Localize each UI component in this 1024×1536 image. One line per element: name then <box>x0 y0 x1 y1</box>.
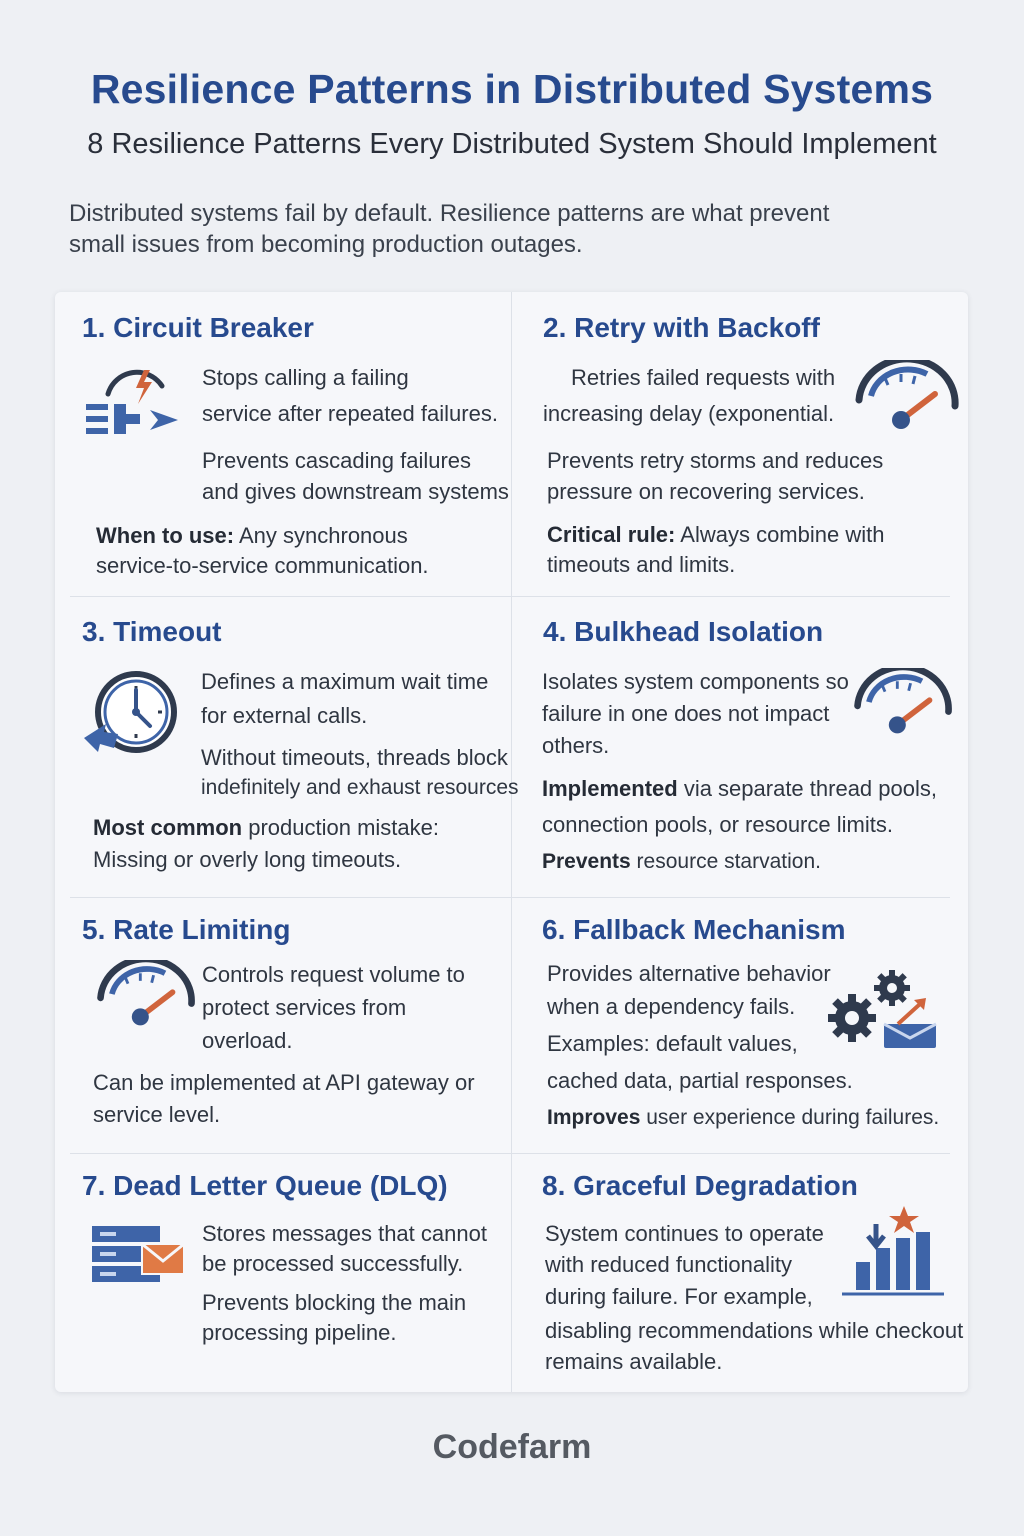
card-description: failure in one does not impact <box>542 701 830 726</box>
bar-chart-star-icon <box>838 1204 948 1298</box>
row-divider <box>70 596 950 597</box>
prevents-label: Prevents <box>542 850 631 873</box>
impl-text: via separate thread pools, <box>677 776 937 801</box>
card-description: System continues to operate <box>545 1221 824 1246</box>
card-title: 8. Graceful Degradation <box>542 1170 858 1201</box>
card-description: when a dependency fails. <box>547 994 796 1019</box>
card-description: during failure. For example, <box>545 1284 813 1309</box>
card-description: for external calls. <box>201 703 368 728</box>
card-title: 6. Fallback Mechanism <box>542 914 846 945</box>
circuit-breaker-icon <box>82 364 184 444</box>
row-divider <box>70 1153 950 1154</box>
card-rule: timeouts and limits. <box>547 552 736 577</box>
footer-brand: Codefarm <box>432 1428 592 1466</box>
card-note: Can be implemented at API gateway or <box>93 1070 475 1095</box>
card-rule <box>547 519 884 550</box>
card-description: with reduced functionality <box>545 1252 793 1277</box>
card-title: 1. Circuit Breaker <box>82 312 314 343</box>
rule-label: When to use: <box>96 523 235 548</box>
rule-label: Improves <box>547 1106 641 1129</box>
card-title: 4. Bulkhead Isolation <box>543 616 824 647</box>
card-impl: connection pools, or resource limits. <box>542 812 893 837</box>
card-description: Retries failed requests with <box>571 365 836 390</box>
impl-label: Implemented <box>542 776 678 801</box>
intro-line: Distributed systems fail by default. Resilience patterns are what prevent <box>69 200 830 227</box>
card-prevents <box>542 846 821 877</box>
card-description: overload. <box>202 1028 293 1053</box>
card-note: Prevents blocking the main <box>202 1290 467 1315</box>
card-description: Stores messages that cannot <box>202 1221 487 1246</box>
queue-mail-icon <box>92 1224 188 1288</box>
card-title: 2. Retry with Backoff <box>543 312 820 343</box>
card-title: 7. Dead Letter Queue (DLQ) <box>82 1170 448 1201</box>
card-note: Without timeouts, threads block <box>201 745 508 770</box>
rule-text: production mistake: <box>242 815 439 840</box>
card-rule: Missing or overly long timeouts. <box>93 847 402 872</box>
card-rule <box>93 812 439 843</box>
rule-label: Critical rule: <box>547 522 676 547</box>
card-impl <box>542 773 937 804</box>
gauge-icon <box>94 960 198 1032</box>
gauge-icon <box>851 668 955 740</box>
card-description: Provides alternative behavior <box>547 961 831 986</box>
column-divider <box>511 292 512 1392</box>
row-divider <box>70 897 950 898</box>
card-note: disabling recommendations while checkout <box>545 1318 964 1343</box>
card-description: service after repeated failures. <box>202 401 498 426</box>
card-description: be processed successfully. <box>202 1251 464 1276</box>
card-rule <box>96 520 408 551</box>
gauge-icon <box>853 360 961 436</box>
page-title: Resilience Patterns in Distributed Systems <box>90 66 934 112</box>
clock-icon <box>78 668 182 760</box>
intro-text <box>69 198 889 260</box>
card-description: Defines a maximum wait time <box>201 669 489 694</box>
rule-text: Always combine with <box>675 522 885 547</box>
card-note: remains available. <box>545 1349 723 1374</box>
card-note: Prevents retry storms and reduces <box>547 448 884 473</box>
card-note: service level. <box>93 1102 221 1127</box>
card-note: Prevents cascading failures <box>202 448 472 473</box>
rule-label: Most common <box>93 815 243 840</box>
card-title: 3. Timeout <box>82 616 222 647</box>
card-description: Controls request volume to <box>202 962 465 987</box>
rule-text: Any synchronous <box>234 523 408 548</box>
card-rule: service-to-service communication. <box>96 553 429 578</box>
prevents-text: resource starvation. <box>630 850 821 873</box>
card-note: pressure on recovering services. <box>547 479 865 504</box>
card-note: Examples: default values, <box>547 1031 798 1056</box>
card-description: protect services from <box>202 995 407 1020</box>
rule-text: user experience during failures. <box>640 1106 940 1129</box>
card-title: 5. Rate Limiting <box>82 914 291 945</box>
page-subtitle: 8 Resilience Patterns Every Distributed System Should Implement <box>87 128 937 160</box>
card-note: indefinitely and exhaust resources <box>201 776 519 799</box>
intro-line: small issues from becoming production outages. <box>69 231 583 258</box>
gears-icon <box>824 964 940 1052</box>
card-note: processing pipeline. <box>202 1320 397 1345</box>
card-description: others. <box>542 733 610 758</box>
card-note: cached data, partial responses. <box>547 1068 853 1093</box>
card-description: increasing delay (exponential. <box>543 401 835 426</box>
card-rule <box>547 1102 939 1133</box>
card-note: and gives downstream systems <box>202 479 509 504</box>
card-description: Stops calling a failing <box>202 365 409 390</box>
card-description: Isolates system components so <box>542 669 849 694</box>
